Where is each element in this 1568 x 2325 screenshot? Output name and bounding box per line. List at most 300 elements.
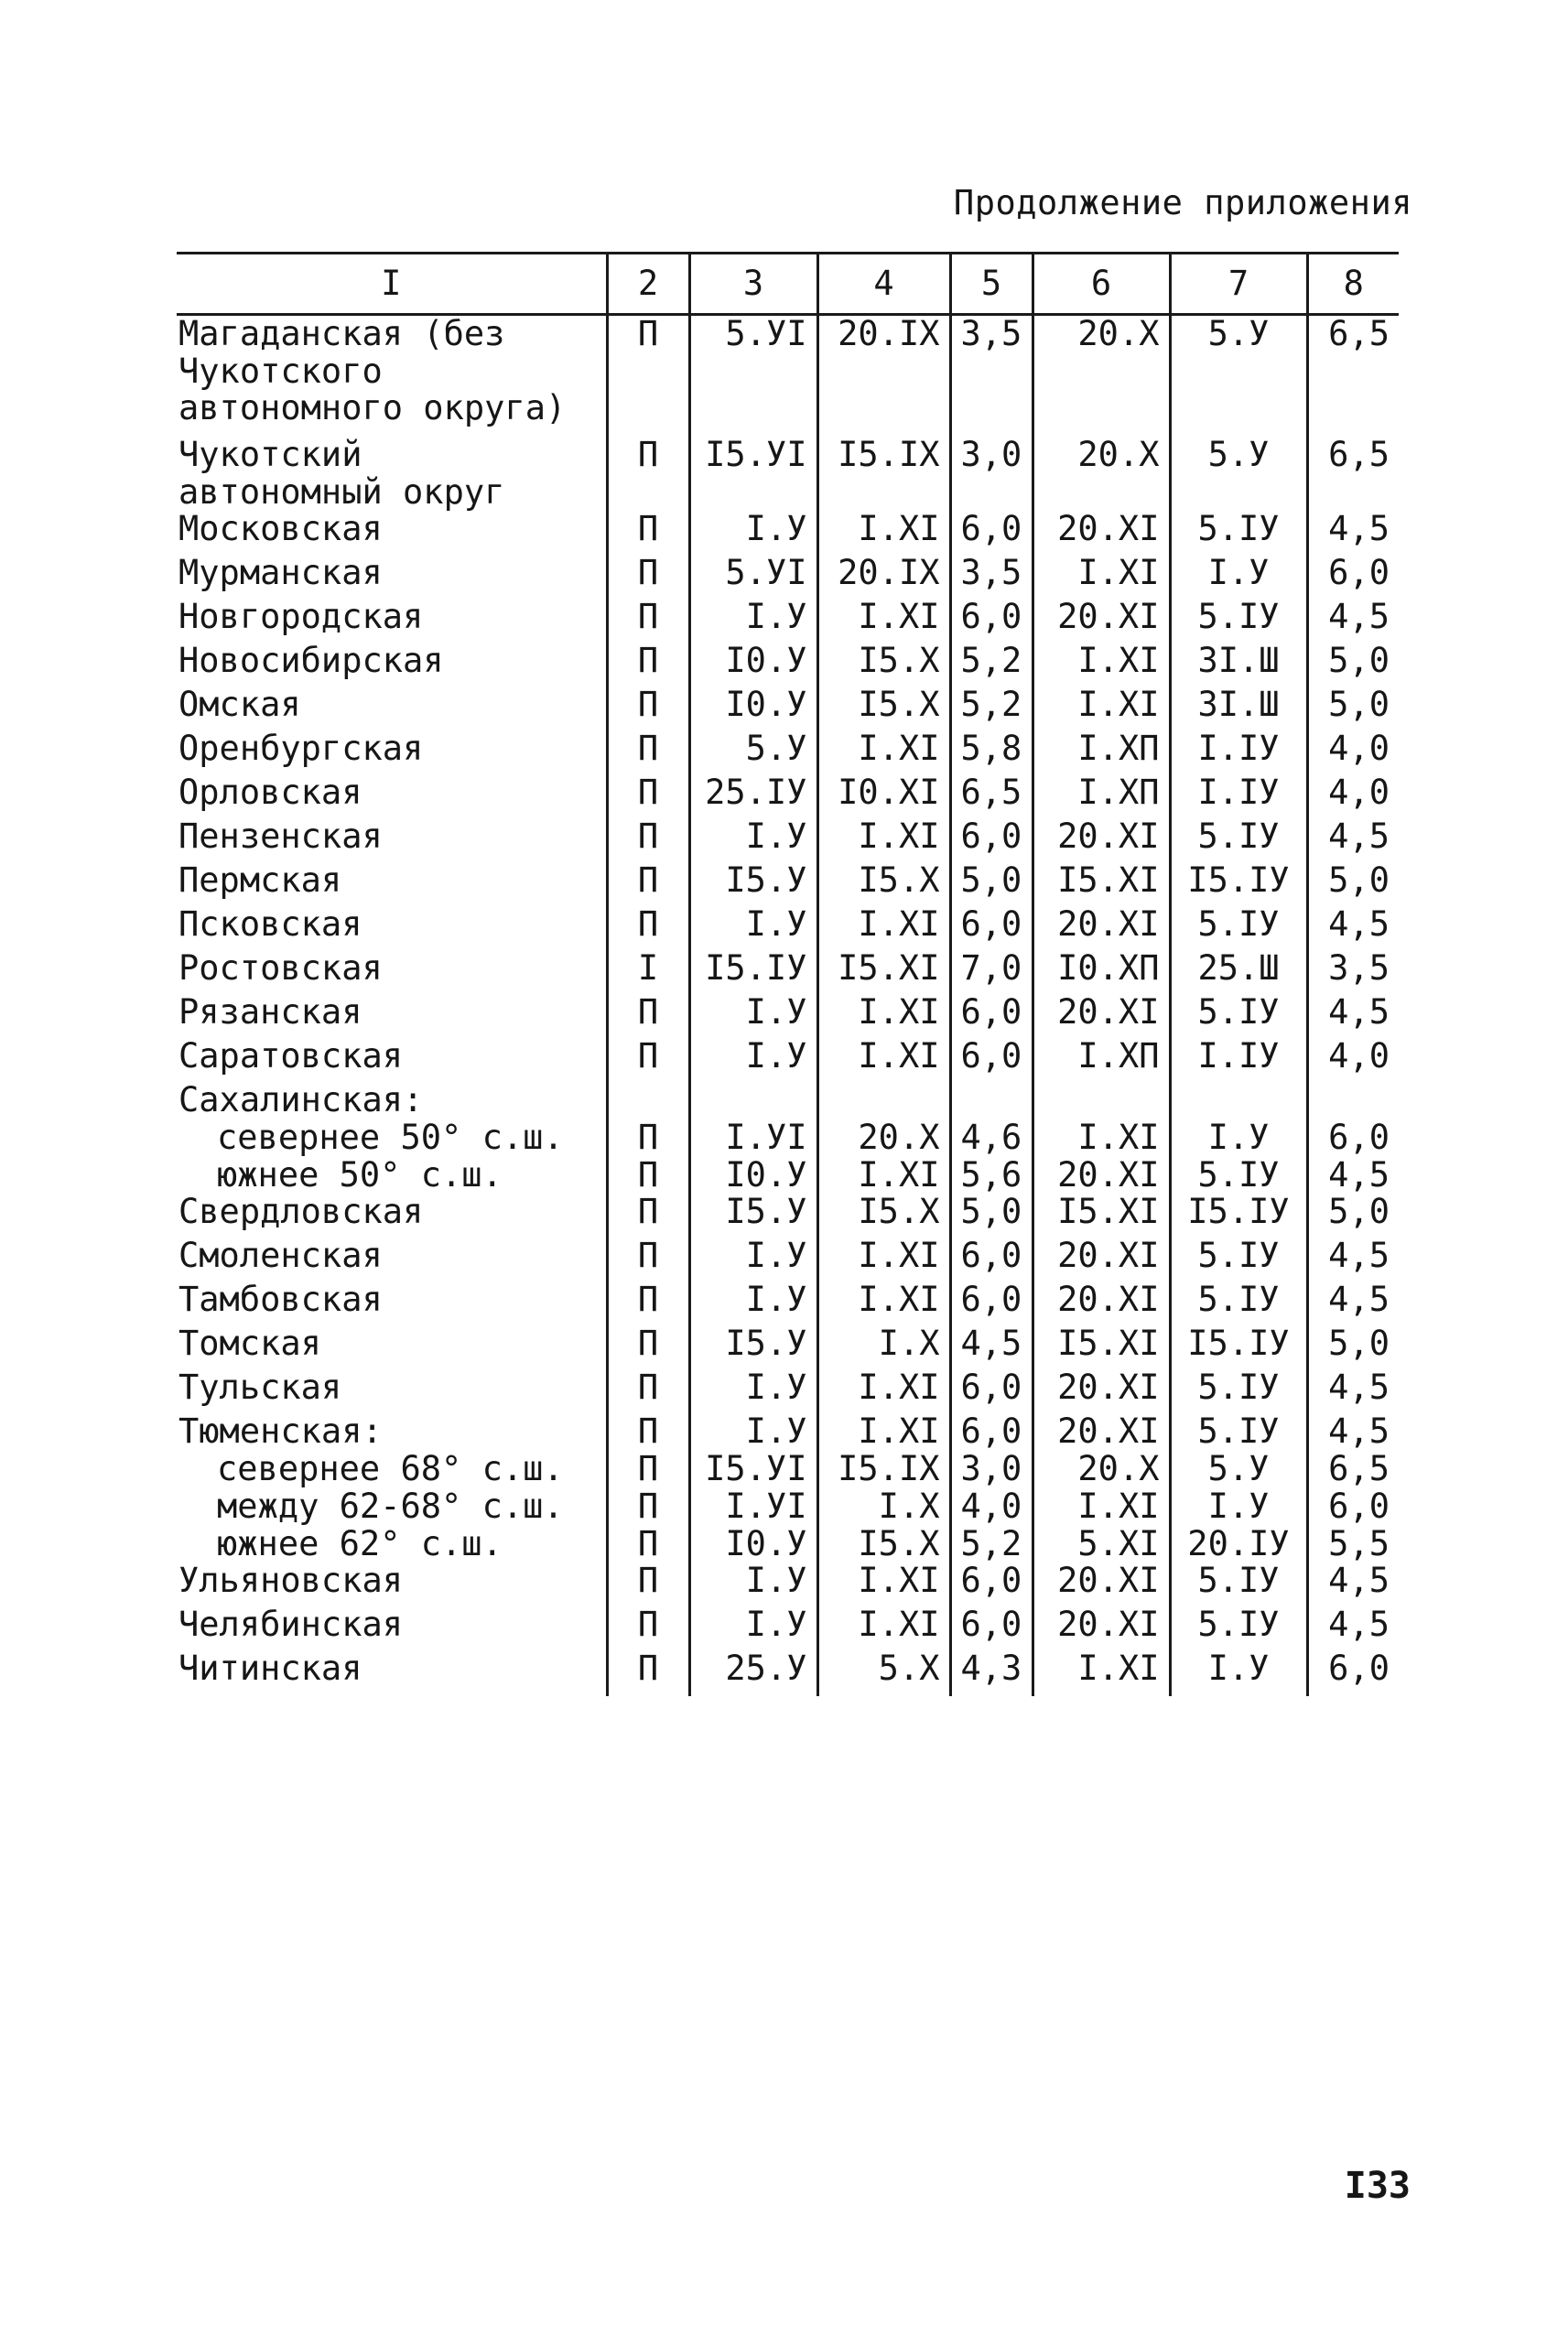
cell-col-8: 4,5	[1307, 818, 1399, 862]
cell-region	[177, 774, 607, 818]
cell-col-6: I.ХI	[1033, 643, 1170, 687]
region-name: южнее 50° с.ш.	[217, 1154, 503, 1195]
cell-col-5: 6,0	[950, 599, 1033, 643]
cell-col-7: 5.IУ	[1170, 1281, 1307, 1325]
cell-region	[177, 862, 607, 906]
cell-col-8: 4,5	[1307, 1369, 1399, 1413]
table-row	[177, 511, 1399, 555]
cell-col-7: I.IУ	[1170, 774, 1307, 818]
cell-col-4: I.ХI	[817, 818, 950, 862]
cell-col-7: 5.IУ	[1170, 1563, 1307, 1606]
cell-col-4: I.ХI	[817, 906, 950, 950]
table-row	[177, 1194, 1399, 1238]
table-row	[177, 906, 1399, 950]
cell-col-5: 6,0	[950, 906, 1033, 950]
cell-col-4: 20.Х	[817, 1119, 950, 1157]
cell-col-4: I5.IХ	[817, 437, 950, 511]
cell-col-7: I.У	[1170, 1650, 1307, 1696]
cell-col-6: 20.ХI	[1033, 906, 1170, 950]
cell-col-7: 5.IУ	[1170, 818, 1307, 862]
region-name: Смоленская	[178, 1236, 383, 1276]
cell-col-6: I0.ХП	[1033, 950, 1170, 994]
region-name: между 62-68° с.ш.	[217, 1486, 564, 1526]
cell-col-6: I.ХI	[1033, 555, 1170, 599]
region-name: Тульская	[178, 1368, 342, 1408]
cell-col-5: 5,0	[950, 1194, 1033, 1238]
cell-col-7: I5.IУ	[1170, 1325, 1307, 1369]
data-table	[177, 252, 1399, 1696]
table-row	[177, 1038, 1399, 1082]
cell-col-4: I.ХI	[817, 1238, 950, 1281]
cell-col-3: I.У	[689, 1281, 817, 1325]
cell-region	[177, 950, 607, 994]
cell-col-7: 3I.Ш	[1170, 687, 1307, 730]
cell-col-6: 20.Х	[1033, 1451, 1170, 1488]
table-body	[177, 315, 1399, 1697]
cell-region	[177, 1238, 607, 1281]
cell-col-3	[689, 1082, 817, 1119]
continuation-caption: Продолжение приложения	[953, 183, 1412, 222]
table-row	[177, 1157, 1399, 1195]
cell-col-7: I5.IУ	[1170, 1194, 1307, 1238]
cell-col-2: П	[607, 1281, 689, 1325]
cell-col-2: I	[607, 950, 689, 994]
cell-col-5: 6,0	[950, 511, 1033, 555]
cell-col-6: I5.ХI	[1033, 862, 1170, 906]
cell-col-2: П	[607, 643, 689, 687]
cell-region	[177, 906, 607, 950]
table-row	[177, 1563, 1399, 1606]
region-name: Омская	[178, 685, 301, 725]
cell-col-7: I.У	[1170, 1488, 1307, 1526]
cell-col-7: 5.IУ	[1170, 1369, 1307, 1413]
cell-col-6: I.ХП	[1033, 1038, 1170, 1082]
cell-col-2: П	[607, 1650, 689, 1696]
cell-col-4: I.ХI	[817, 1563, 950, 1606]
cell-col-2: П	[607, 730, 689, 774]
cell-col-2: П	[607, 994, 689, 1038]
cell-col-6: I.ХI	[1033, 687, 1170, 730]
table-row	[177, 774, 1399, 818]
region-name: Новгородская	[178, 597, 424, 637]
column-header: 4	[817, 254, 950, 315]
cell-col-8: 6,0	[1307, 1488, 1399, 1526]
cell-col-4: I5.Х	[817, 1194, 950, 1238]
cell-col-3: I.У	[689, 1563, 817, 1606]
cell-col-6: I5.ХI	[1033, 1194, 1170, 1238]
cell-col-5: 3,5	[950, 555, 1033, 599]
column-header: 7	[1170, 254, 1307, 315]
cell-col-4: I5.IХ	[817, 1451, 950, 1488]
cell-col-7: I.У	[1170, 1119, 1307, 1157]
cell-col-8: 5,0	[1307, 643, 1399, 687]
cell-col-6: I.ХП	[1033, 774, 1170, 818]
region-name: Ульяновская	[178, 1561, 404, 1601]
cell-region	[177, 1488, 607, 1526]
cell-col-7: 5.IУ	[1170, 599, 1307, 643]
region-name: Челябинская	[178, 1605, 404, 1645]
table-row	[177, 818, 1399, 862]
cell-col-3: I0.У	[689, 1157, 817, 1195]
cell-col-5: 4,5	[950, 1325, 1033, 1369]
region-name: Мурманская	[178, 553, 383, 593]
cell-col-3: 5.У	[689, 730, 817, 774]
table-row	[177, 643, 1399, 687]
column-header: I	[177, 254, 607, 315]
region-name: Оренбургская	[178, 729, 424, 769]
cell-col-5: 6,0	[950, 1238, 1033, 1281]
table-row	[177, 730, 1399, 774]
cell-col-8: 4,0	[1307, 730, 1399, 774]
cell-col-2: П	[607, 1526, 689, 1563]
region-name: южнее 62° с.ш.	[217, 1523, 503, 1563]
cell-col-3: 5.УI	[689, 315, 817, 438]
cell-col-4: I.ХI	[817, 1281, 950, 1325]
table-row	[177, 437, 1399, 511]
cell-col-2: П	[607, 1194, 689, 1238]
cell-col-5: 6,0	[950, 1413, 1033, 1451]
cell-col-5: 5,2	[950, 687, 1033, 730]
table-row	[177, 862, 1399, 906]
cell-col-4: I.ХI	[817, 1606, 950, 1650]
cell-col-2: П	[607, 1413, 689, 1451]
table-row	[177, 950, 1399, 994]
cell-col-8: 6,0	[1307, 555, 1399, 599]
cell-col-4: I.ХI	[817, 1157, 950, 1195]
cell-col-7: I.У	[1170, 555, 1307, 599]
cell-col-2: П	[607, 1325, 689, 1369]
cell-col-6: 20.Х	[1033, 437, 1170, 511]
cell-col-8: 4,5	[1307, 599, 1399, 643]
cell-col-6: I5.ХI	[1033, 1325, 1170, 1369]
cell-col-6: 20.ХI	[1033, 818, 1170, 862]
table-row	[177, 1082, 1399, 1119]
cell-col-5: 6,0	[950, 1563, 1033, 1606]
cell-col-4: I5.ХI	[817, 950, 950, 994]
table-row	[177, 1119, 1399, 1157]
region-name: Ростовская	[178, 948, 383, 989]
cell-col-7: 3I.Ш	[1170, 643, 1307, 687]
cell-col-8	[1307, 1082, 1399, 1119]
cell-col-4: 20.IХ	[817, 315, 950, 438]
cell-col-3: I5.IУ	[689, 950, 817, 994]
table-row	[177, 1451, 1399, 1488]
cell-col-7: I5.IУ	[1170, 862, 1307, 906]
cell-col-4: I.ХI	[817, 511, 950, 555]
table-row	[177, 315, 1399, 438]
cell-col-5: 6,0	[950, 1038, 1033, 1082]
table-row	[177, 599, 1399, 643]
cell-col-5: 6,0	[950, 994, 1033, 1038]
cell-col-8: 6,5	[1307, 437, 1399, 511]
cell-region	[177, 1119, 607, 1157]
cell-col-2: П	[607, 1563, 689, 1606]
cell-col-4: I5.Х	[817, 862, 950, 906]
cell-region	[177, 315, 607, 438]
cell-col-3: I.У	[689, 1238, 817, 1281]
cell-region	[177, 1082, 607, 1119]
cell-col-6: I.ХI	[1033, 1650, 1170, 1696]
cell-col-3: I5.У	[689, 862, 817, 906]
cell-col-8: 3,5	[1307, 950, 1399, 994]
cell-col-2: П	[607, 1157, 689, 1195]
cell-col-8: 4,5	[1307, 1157, 1399, 1195]
table-row	[177, 1281, 1399, 1325]
cell-region	[177, 1154, 607, 1195]
cell-col-3: I.У	[689, 511, 817, 555]
region-name: Рязанская	[178, 992, 362, 1033]
cell-col-8: 4,5	[1307, 511, 1399, 555]
region-name: Московская	[178, 509, 383, 549]
cell-col-8: 4,0	[1307, 774, 1399, 818]
cell-col-3: I5.У	[689, 1325, 817, 1369]
cell-col-7: 5.IУ	[1170, 1157, 1307, 1195]
cell-col-7: 5.IУ	[1170, 511, 1307, 555]
cell-region	[177, 1413, 607, 1451]
cell-col-2: П	[607, 1038, 689, 1082]
cell-col-5: 5,2	[950, 1526, 1033, 1563]
cell-col-6: 20.ХI	[1033, 1563, 1170, 1606]
cell-region	[177, 599, 607, 643]
cell-col-5: 4,0	[950, 1488, 1033, 1526]
cell-region	[177, 730, 607, 774]
cell-col-2: П	[607, 818, 689, 862]
cell-col-5	[950, 1082, 1033, 1119]
cell-col-3: I.УI	[689, 1119, 817, 1157]
column-header: 5	[950, 254, 1033, 315]
cell-region	[177, 1194, 607, 1238]
cell-col-6: I.ХП	[1033, 730, 1170, 774]
cell-col-3: I5.УI	[689, 1451, 817, 1488]
cell-col-2	[607, 1082, 689, 1119]
cell-col-2: П	[607, 1488, 689, 1526]
region-name: Читинская	[178, 1649, 362, 1689]
region-name: Псковская	[178, 904, 362, 945]
cell-col-7: I.IУ	[1170, 1038, 1307, 1082]
table-row	[177, 1369, 1399, 1413]
cell-region	[177, 994, 607, 1038]
cell-col-3: I.У	[689, 1413, 817, 1451]
cell-col-3: I.У	[689, 1038, 817, 1082]
cell-col-3: I0.У	[689, 1526, 817, 1563]
page-number: I33	[1344, 2165, 1411, 2207]
cell-col-2: П	[607, 511, 689, 555]
cell-col-6: 20.ХI	[1033, 511, 1170, 555]
cell-col-7: 5.IУ	[1170, 1238, 1307, 1281]
cell-col-2: П	[607, 774, 689, 818]
region-name: Тюменская:	[178, 1411, 383, 1452]
region-name: Саратовская	[178, 1036, 404, 1076]
table-row	[177, 1238, 1399, 1281]
cell-col-4: I.Х	[817, 1488, 950, 1526]
cell-col-8: 4,0	[1307, 1038, 1399, 1082]
cell-col-3: I.У	[689, 1369, 817, 1413]
cell-col-5: 7,0	[950, 950, 1033, 994]
cell-col-5: 6,0	[950, 818, 1033, 862]
cell-col-7: 25.Ш	[1170, 950, 1307, 994]
region-name: севернее 50° с.ш.	[217, 1118, 564, 1158]
region-name: Пермская	[178, 860, 342, 901]
cell-col-5: 5,2	[950, 643, 1033, 687]
cell-col-4: I.ХI	[817, 1413, 950, 1451]
cell-col-8: 5,5	[1307, 1526, 1399, 1563]
cell-col-5: 6,5	[950, 774, 1033, 818]
cell-col-5: 3,0	[950, 1451, 1033, 1488]
cell-region	[177, 437, 607, 511]
header-row	[177, 254, 1399, 315]
cell-col-5: 6,0	[950, 1606, 1033, 1650]
cell-col-3: I.У	[689, 1606, 817, 1650]
column-header: 6	[1033, 254, 1170, 315]
cell-col-6: 20.ХI	[1033, 1157, 1170, 1195]
cell-col-4: I.ХI	[817, 730, 950, 774]
cell-region	[177, 687, 607, 730]
table-row	[177, 1526, 1399, 1563]
region-name: Пензенская	[178, 816, 383, 857]
data-table-wrapper	[177, 252, 1399, 1696]
cell-col-3: 25.У	[689, 1650, 817, 1696]
cell-col-4: I.ХI	[817, 599, 950, 643]
cell-col-2: П	[607, 1238, 689, 1281]
region-name: Томская	[178, 1324, 321, 1364]
cell-col-8: 4,5	[1307, 1281, 1399, 1325]
region-name: севернее 68° с.ш.	[217, 1449, 564, 1489]
cell-col-3: I.У	[689, 599, 817, 643]
cell-region	[177, 1281, 607, 1325]
cell-region	[177, 1563, 607, 1606]
cell-region	[177, 1325, 607, 1369]
cell-col-8: 4,5	[1307, 1606, 1399, 1650]
cell-col-4: I0.ХI	[817, 774, 950, 818]
cell-col-2: П	[607, 1119, 689, 1157]
table-header	[177, 254, 1399, 315]
cell-region	[177, 643, 607, 687]
cell-col-5: 6,0	[950, 1369, 1033, 1413]
cell-region	[177, 511, 607, 555]
cell-col-6: 20.ХI	[1033, 994, 1170, 1038]
cell-col-5: 4,3	[950, 1650, 1033, 1696]
table-row	[177, 555, 1399, 599]
cell-col-3: I0.У	[689, 687, 817, 730]
cell-col-8: 4,5	[1307, 1413, 1399, 1451]
cell-col-2: П	[607, 1451, 689, 1488]
cell-region	[177, 1451, 607, 1488]
cell-col-8: 4,5	[1307, 906, 1399, 950]
cell-col-2: П	[607, 437, 689, 511]
cell-col-8: 6,0	[1307, 1119, 1399, 1157]
cell-col-8: 6,0	[1307, 1650, 1399, 1696]
cell-col-7: 5.IУ	[1170, 994, 1307, 1038]
cell-col-5: 6,0	[950, 1281, 1033, 1325]
cell-col-6: 5.ХI	[1033, 1526, 1170, 1563]
cell-col-2: П	[607, 906, 689, 950]
cell-col-2: П	[607, 1369, 689, 1413]
cell-col-3: I.У	[689, 906, 817, 950]
cell-col-7: 5.IУ	[1170, 1606, 1307, 1650]
cell-col-6: 20.ХI	[1033, 1369, 1170, 1413]
cell-col-2: П	[607, 1606, 689, 1650]
cell-col-7: 5.IУ	[1170, 1413, 1307, 1451]
region-name: Тамбовская	[178, 1280, 383, 1320]
cell-col-5: 3,5	[950, 315, 1033, 438]
cell-col-8: 5,0	[1307, 1194, 1399, 1238]
cell-col-4: 20.IХ	[817, 555, 950, 599]
region-name: Орловская	[178, 773, 362, 813]
table-row	[177, 1606, 1399, 1650]
cell-col-7: 5.У	[1170, 1451, 1307, 1488]
cell-region	[177, 1038, 607, 1082]
cell-col-6: 20.ХI	[1033, 1606, 1170, 1650]
cell-col-5: 5,8	[950, 730, 1033, 774]
region-name: Новосибирская	[178, 641, 444, 681]
cell-col-7	[1170, 1082, 1307, 1119]
cell-col-3: 5.УI	[689, 555, 817, 599]
cell-col-2: П	[607, 555, 689, 599]
cell-col-8: 4,5	[1307, 1563, 1399, 1606]
cell-col-6: 20.ХI	[1033, 599, 1170, 643]
cell-col-6: 20.Х	[1033, 315, 1170, 438]
cell-col-7: 20.IУ	[1170, 1526, 1307, 1563]
cell-col-3: I.УI	[689, 1488, 817, 1526]
cell-col-4: I.ХI	[817, 1369, 950, 1413]
column-header: 8	[1307, 254, 1399, 315]
cell-col-6: 20.ХI	[1033, 1413, 1170, 1451]
cell-col-6: I.ХI	[1033, 1488, 1170, 1526]
cell-col-7: 5.У	[1170, 437, 1307, 511]
cell-region	[177, 818, 607, 862]
cell-col-7: 5.У	[1170, 315, 1307, 438]
cell-col-8: 6,5	[1307, 1451, 1399, 1488]
column-header: 2	[607, 254, 689, 315]
cell-col-4: I5.Х	[817, 687, 950, 730]
cell-region	[177, 1369, 607, 1413]
cell-region	[177, 1606, 607, 1650]
cell-region	[177, 555, 607, 599]
cell-region	[177, 1650, 607, 1696]
cell-col-6: I.ХI	[1033, 1119, 1170, 1157]
cell-col-4: I.ХI	[817, 994, 950, 1038]
cell-col-8: 4,5	[1307, 1238, 1399, 1281]
cell-col-3: I.У	[689, 818, 817, 862]
cell-col-5: 5,0	[950, 862, 1033, 906]
cell-col-4: I.ХI	[817, 1038, 950, 1082]
region-name: Свердловская	[178, 1192, 424, 1232]
cell-col-8: 4,5	[1307, 994, 1399, 1038]
cell-col-5: 4,6	[950, 1119, 1033, 1157]
cell-col-6: 20.ХI	[1033, 1281, 1170, 1325]
cell-col-7: I.IУ	[1170, 730, 1307, 774]
cell-col-5: 5,6	[950, 1157, 1033, 1195]
cell-col-4	[817, 1082, 950, 1119]
cell-col-2: П	[607, 687, 689, 730]
region-name: Сахалинская:	[178, 1080, 424, 1120]
table-row	[177, 1650, 1399, 1696]
cell-col-8: 5,0	[1307, 1325, 1399, 1369]
cell-col-3: I5.УI	[689, 437, 817, 511]
cell-col-3: I0.У	[689, 643, 817, 687]
cell-col-4: I5.Х	[817, 643, 950, 687]
cell-col-8: 5,0	[1307, 862, 1399, 906]
table-row	[177, 1488, 1399, 1526]
region-name: Магаданская (без Чукотского автономного округа)	[178, 314, 567, 428]
cell-col-3: I.У	[689, 994, 817, 1038]
cell-col-4: I.Х	[817, 1325, 950, 1369]
cell-col-5: 3,0	[950, 437, 1033, 511]
cell-col-6	[1033, 1082, 1170, 1119]
cell-col-4: 5.Х	[817, 1650, 950, 1696]
cell-col-4: I5.Х	[817, 1526, 950, 1563]
cell-col-2: П	[607, 599, 689, 643]
